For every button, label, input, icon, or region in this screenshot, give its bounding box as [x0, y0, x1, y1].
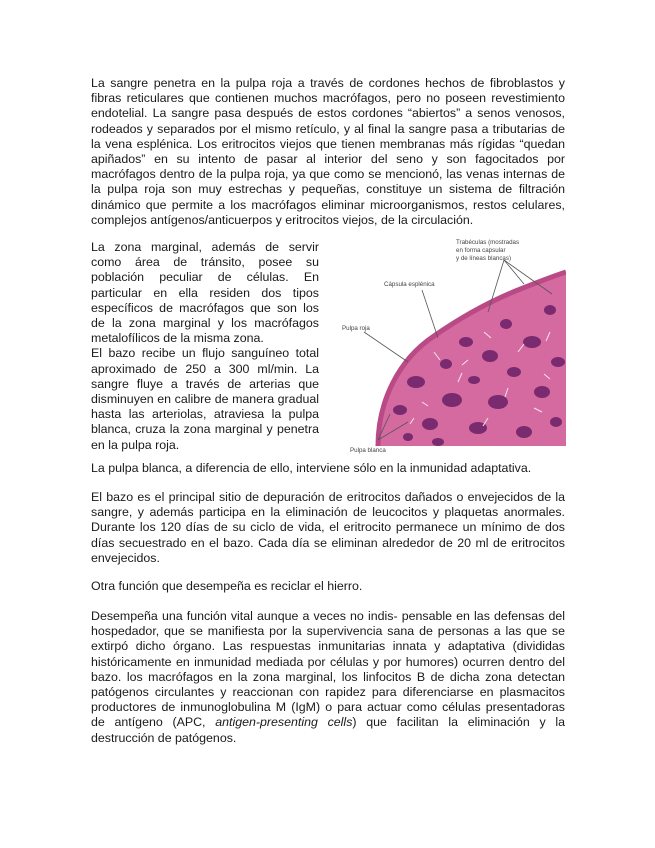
paragraph-iron-recycling: Otra función que desempeña es reciclar el hierro.	[91, 579, 363, 593]
label-capsula-esplenica: Cápsula esplénica	[384, 281, 435, 288]
paragraph-marginal-zone	[91, 240, 319, 453]
blood-flow-text: El bazo recibe un flujo sanguíneo total aproximado de 250 a 300 ml/min. La sangre fluye a través de arterias que disminuyen en calibre de manera gradual hasta las arteriolas, atraviesa la pulpa blanca, cruza la zona marginal y penetra en la pulpa roja.	[91, 346, 319, 452]
label-trabeculas-line2: en forma capsular	[456, 247, 506, 254]
paragraph-white-pulp: La pulpa blanca, a diferencia de ello, interviene sólo en la inmunidad adaptativa.	[91, 461, 532, 475]
label-trabeculas-line3: y de líneas blancas)	[456, 255, 512, 262]
immune-function-text: Desempeña una función vital aunque a veces no indis- pensable en las defensas del hospedador, que se manifiesta por la supervivencia sana de personas a las que se extirpó dicho órgano. Las respuestas inmunitarias innata y adaptativa (divididas históricamente en inmunidad mediada por células y por humores) ocurren dentro del bazo. los macrófagos en la zona marginal, los linfocitos B de dicha zona detectan patógenos circulantes y reaccionan con rapidez para diferenciarse en plasmacitos productores de inmunoglobulina M (IgM) o para actuar como células presentadoras de antígeno (APC,	[91, 609, 565, 730]
paragraph-erythrocyte-clearance: El bazo es el principal sitio de depuración de eritrocitos dañados o envejecidos de la sangre, y además participa en la eliminación de leucocitos y plaquetas anormales. Durante los 120 días de su ciclo de vida, el eritrocito permanece un mínimo de dos días secuestrado en el bazo. Cada día se eliminan alrededor de 20 ml de eritrocitos envejecidos.	[91, 490, 565, 565]
spleen-histology-figure	[338, 232, 566, 456]
label-pulpa-blanca: Pulpa blanca	[350, 447, 386, 454]
spleen-illustration	[338, 232, 566, 456]
marginal-zone-text: La zona marginal, además de servir como área de tránsito, posee su población peculiar de células. En particular en ella residen dos tipos específicos de macrófagos que son los de la zona marginal y los macrófagos metalofílicos de la misma zona.	[91, 240, 319, 346]
label-trabeculas: Trabéculas (mostradas	[456, 239, 520, 246]
immune-function-end: ) que facilitan la eliminación y la destrucción de patógenos.	[91, 715, 566, 745]
label-pulpa-roja: Pulpa roja	[342, 325, 370, 332]
paragraph-red-pulp-filtration: La sangre penetra en la pulpa roja a través de cordones hechos de fibroblastos y fibras reticulares que contienen muchos macrófagos, pero no poseen revestimiento endotelial. La sangre pasa después de estos cordones “abiertos” a senos venosos, rodeados y separados por el mismo retículo, y al final la sangre pasa a tributarias de la vena esplénica. Los eritrocitos viejos que tienen membranas más rígidas “quedan apiñados” en su intento de pasar al interior del seno y son fagocitados por macrófagos dentro de la pulpa roja, ya que como se mencionó, las venas internas de la pulpa roja son muy estrechas y pequeñas, constituye un sistema de filtración dinámico que permite a los macrófagos eliminar microorganismos, restos celulares, complejos antígenos/anticuerpos y eritrocitos viejos, de la circulación.	[91, 76, 565, 227]
apc-italic-term: antigen-presenting cells	[215, 715, 353, 730]
paragraph-immune-function	[91, 609, 565, 746]
